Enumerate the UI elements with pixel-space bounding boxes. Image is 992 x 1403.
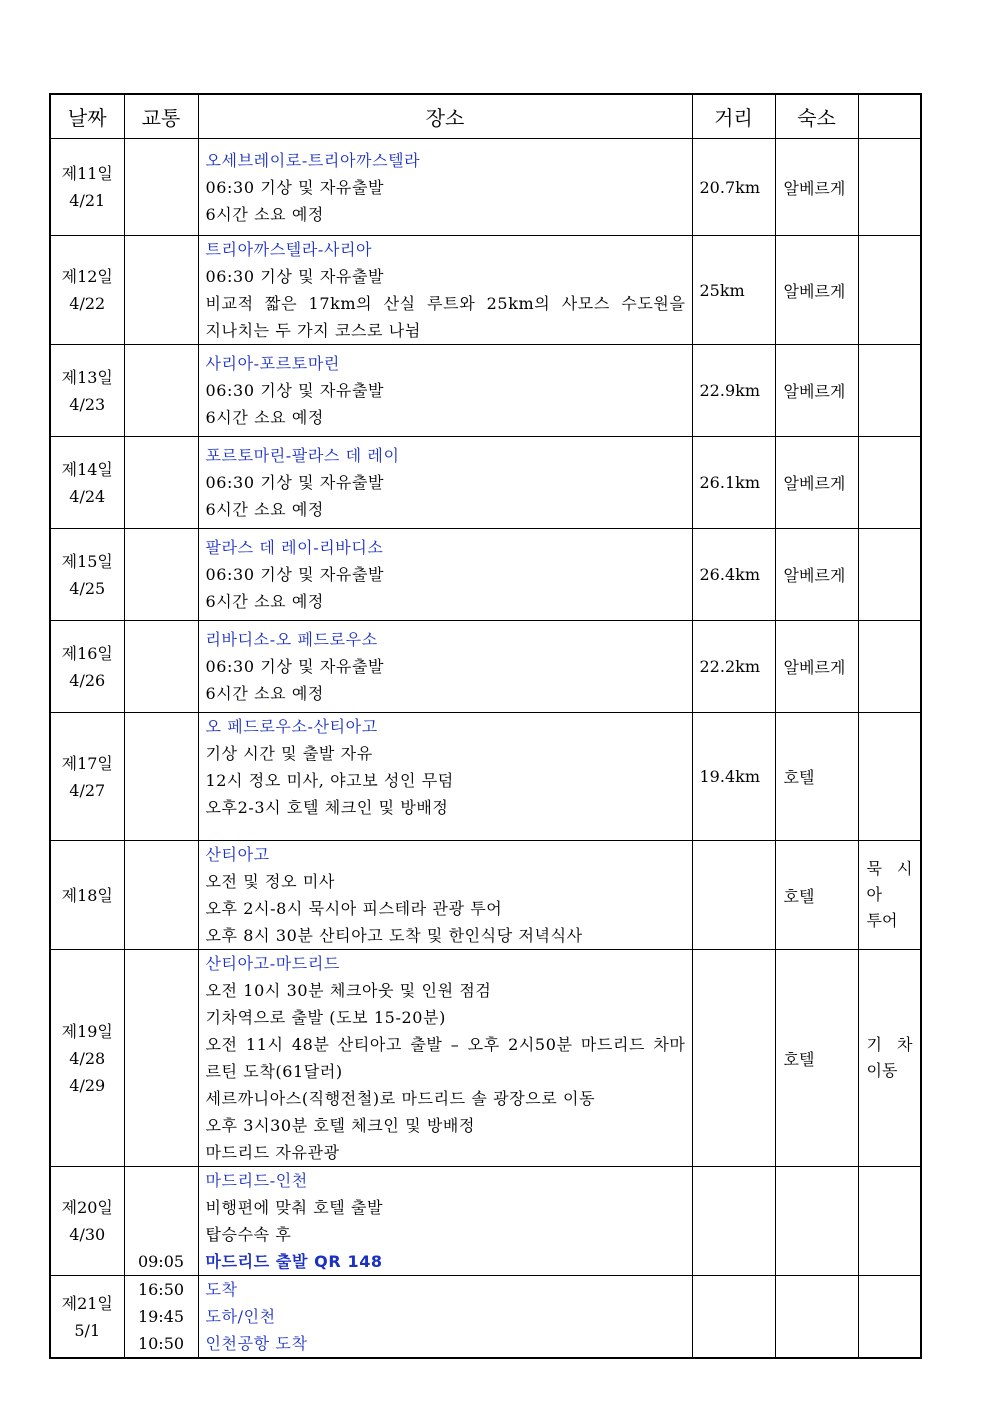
day-cell xyxy=(50,621,124,713)
place-line: 오후 3시30분 호텔 체크인 및 방배정 xyxy=(205,1116,475,1135)
day-cell xyxy=(50,345,124,437)
transport-time: 16:50 xyxy=(137,1280,185,1299)
date-label: 4/27 xyxy=(69,780,106,800)
transport-cell xyxy=(124,713,198,841)
transport-time: 19:45 xyxy=(137,1307,185,1326)
transport-cell xyxy=(124,437,198,529)
day-cell xyxy=(50,1276,124,1359)
header-lodging: 숙소 xyxy=(775,94,858,139)
note-cell xyxy=(858,345,921,437)
note-cell xyxy=(858,437,921,529)
transport-time: 09:05 xyxy=(137,1252,185,1271)
note-cell xyxy=(858,236,921,345)
place-line: 오전 10시 30분 체크아웃 및 인원 점검 xyxy=(205,981,492,1000)
place-line: 6시간 소요 예정 xyxy=(205,204,324,224)
place-line: 오전 및 정오 미사 xyxy=(205,872,335,891)
date-label: 4/29 xyxy=(69,1075,106,1095)
place-line: 오후 2시-8시 묵시아 피스테라 관광 투어 xyxy=(205,899,503,918)
table-row xyxy=(50,1167,921,1276)
date-label: 4/30 xyxy=(69,1225,106,1244)
place-line: 세르까니아스(직행전철)로 마드리드 솔 광장으로 이동 xyxy=(205,1089,596,1108)
place-line: 6시간 소요 예정 xyxy=(205,592,324,611)
transport-cell xyxy=(124,236,198,345)
place-cell xyxy=(198,1167,692,1276)
note-line: 이동 xyxy=(866,1061,898,1080)
table-row xyxy=(50,345,921,437)
route-title: 도착 xyxy=(205,1280,238,1299)
route-title: 도하/인천 xyxy=(205,1307,276,1326)
route-title: 리바디소-오 페드로우소 xyxy=(205,630,378,649)
place-cell xyxy=(198,950,692,1167)
transport-cell xyxy=(124,345,198,437)
place-line: 마드리드 자유관광 xyxy=(205,1143,340,1162)
lodging-cell: 알베르게 xyxy=(775,139,858,236)
place-line: 06:30 기상 및 자유출발 xyxy=(205,267,385,286)
day-label: 제11일 xyxy=(61,164,113,183)
route-title: 트리아까스텔라-사리아 xyxy=(205,240,373,259)
day-cell xyxy=(50,437,124,529)
header-row xyxy=(50,94,921,139)
day-label: 제12일 xyxy=(61,267,113,286)
transport-time: 10:50 xyxy=(137,1334,185,1353)
note-cell xyxy=(858,1167,921,1276)
place-cell xyxy=(198,713,692,841)
day-label: 제14일 xyxy=(61,459,113,479)
place-line: 기차역으로 출발 (도보 15-20분) xyxy=(205,1008,446,1027)
distance-cell: 20.7km xyxy=(692,139,775,236)
place-line: 12시 정오 미사, 야고보 성인 무덤 xyxy=(205,771,454,790)
place-cell xyxy=(198,345,692,437)
place-line: 오후2-3시 호텔 체크인 및 방배정 xyxy=(205,798,449,817)
distance-cell: 22.9km xyxy=(692,345,775,437)
distance-cell: 19.4km xyxy=(692,713,775,841)
lodging-cell: 호텔 xyxy=(775,713,858,841)
header-place: 장소 xyxy=(198,94,692,139)
place-line: 06:30 기상 및 자유출발 xyxy=(205,565,385,584)
distance-cell: 26.1km xyxy=(692,437,775,529)
note-cell xyxy=(858,139,921,236)
day-label: 제20일 xyxy=(61,1198,113,1217)
place-cell xyxy=(198,841,692,950)
lodging-cell xyxy=(775,1276,858,1359)
place-line: 비교적 짧은 17km의 산실 루트와 25km의 사모스 수도원을 xyxy=(205,294,686,313)
day-label: 제19일 xyxy=(61,1021,113,1041)
date-label: 4/28 xyxy=(69,1048,106,1068)
table-row xyxy=(50,437,921,529)
route-title: 포르토마린-팔라스 데 레이 xyxy=(205,446,400,465)
day-label: 제18일 xyxy=(61,885,113,905)
note-cell xyxy=(858,1276,921,1359)
table-row xyxy=(50,713,921,841)
note-line: 기 차 xyxy=(866,1035,913,1054)
day-cell xyxy=(50,950,124,1167)
lodging-cell: 알베르게 xyxy=(775,621,858,713)
distance-cell: 22.2km xyxy=(692,621,775,713)
place-line: 탑승수속 후 xyxy=(205,1225,292,1244)
day-label: 제16일 xyxy=(61,643,113,663)
day-cell xyxy=(50,236,124,345)
lodging-cell: 호텔 xyxy=(775,950,858,1167)
day-label: 제13일 xyxy=(61,367,113,387)
place-line: 6시간 소요 예정 xyxy=(205,500,324,519)
day-cell xyxy=(50,713,124,841)
lodging-cell: 알베르게 xyxy=(775,529,858,621)
route-title: 산티아고-마드리드 xyxy=(205,954,340,973)
lodging-cell: 호텔 xyxy=(775,841,858,950)
header-extra xyxy=(858,94,921,139)
place-line: 비행편에 맞춰 호텔 출발 xyxy=(205,1198,384,1217)
route-title: 팔라스 데 레이-리바디소 xyxy=(205,538,384,557)
place-line: 르틴 도착(61달러) xyxy=(205,1062,343,1081)
distance-cell xyxy=(692,950,775,1167)
day-cell xyxy=(50,139,124,236)
distance-cell: 26.4km xyxy=(692,529,775,621)
place-line: 06:30 기상 및 자유출발 xyxy=(205,381,385,400)
table-row xyxy=(50,841,921,950)
table-row xyxy=(50,621,921,713)
distance-cell xyxy=(692,1276,775,1359)
transport-cell xyxy=(124,841,198,950)
route-title: 산티아고 xyxy=(205,845,270,864)
date-label: 4/22 xyxy=(69,294,106,313)
itinerary-table xyxy=(49,93,922,1359)
place-cell xyxy=(198,1276,692,1359)
date-label: 4/26 xyxy=(69,670,106,690)
place-line: 오후 8시 30분 산티아고 도착 및 한인식당 저녁식사 xyxy=(205,926,583,945)
date-label: 5/1 xyxy=(74,1320,101,1340)
transport-cell xyxy=(124,1167,198,1276)
lodging-cell xyxy=(775,1167,858,1276)
place-cell xyxy=(198,139,692,236)
place-line: 6시간 소요 예정 xyxy=(205,684,324,703)
date-label: 4/24 xyxy=(69,486,106,506)
place-cell xyxy=(198,621,692,713)
note-line: 아 xyxy=(866,885,882,904)
table-row xyxy=(50,529,921,621)
place-line: 6시간 소요 예정 xyxy=(205,408,324,427)
lodging-cell: 알베르게 xyxy=(775,236,858,345)
note-cell xyxy=(858,950,921,1167)
day-cell xyxy=(50,1167,124,1276)
place-cell xyxy=(198,529,692,621)
place-line: 지나치는 두 가지 코스로 나뉨 xyxy=(205,321,421,340)
place-line: 기상 시간 및 출발 자유 xyxy=(205,744,373,763)
place-line: 오전 11시 48분 산티아고 출발 – 오후 2시50분 마드리드 차마 xyxy=(205,1035,686,1054)
table-row xyxy=(50,950,921,1167)
place-line: 06:30 기상 및 자유출발 xyxy=(205,657,385,676)
place-cell xyxy=(198,437,692,529)
route-title: 인천공항 도착 xyxy=(205,1334,308,1353)
transport-cell xyxy=(124,1276,198,1359)
place-line: 06:30 기상 및 자유출발 xyxy=(205,473,385,492)
day-cell xyxy=(50,841,124,950)
lodging-cell: 알베르게 xyxy=(775,437,858,529)
table-row xyxy=(50,236,921,345)
note-line: 투어 xyxy=(866,911,898,930)
day-label: 제15일 xyxy=(61,551,113,571)
place-line: 06:30 기상 및 자유출발 xyxy=(205,177,385,197)
day-label: 제21일 xyxy=(61,1293,113,1313)
distance-cell xyxy=(692,841,775,950)
transport-cell xyxy=(124,621,198,713)
route-title: 마드리드-인천 xyxy=(205,1171,308,1190)
transport-cell xyxy=(124,950,198,1167)
header-distance: 거리 xyxy=(692,94,775,139)
table-row xyxy=(50,139,921,236)
transport-cell xyxy=(124,529,198,621)
note-cell xyxy=(858,529,921,621)
place-cell xyxy=(198,236,692,345)
note-line: 묵 시 xyxy=(866,859,913,878)
note-cell xyxy=(858,621,921,713)
route-title: 오 페드로우소-산티아고 xyxy=(205,717,378,736)
header-date: 날짜 xyxy=(50,94,124,139)
flight-line: 마드리드 출발 QR 148 xyxy=(205,1252,383,1271)
date-label: 4/23 xyxy=(69,394,106,414)
day-cell xyxy=(50,529,124,621)
route-title: 사리아-포르토마린 xyxy=(205,354,340,373)
note-cell xyxy=(858,841,921,950)
distance-cell: 25km xyxy=(692,236,775,345)
day-label: 제17일 xyxy=(61,753,113,773)
distance-cell xyxy=(692,1167,775,1276)
date-label: 4/25 xyxy=(69,578,106,598)
transport-cell xyxy=(124,139,198,236)
header-transport: 교통 xyxy=(124,94,198,139)
table-row xyxy=(50,1276,921,1359)
note-cell xyxy=(858,713,921,841)
lodging-cell: 알베르게 xyxy=(775,345,858,437)
date-label: 4/21 xyxy=(69,191,106,210)
route-title: 오세브레이로-트리아까스텔라 xyxy=(205,150,421,170)
